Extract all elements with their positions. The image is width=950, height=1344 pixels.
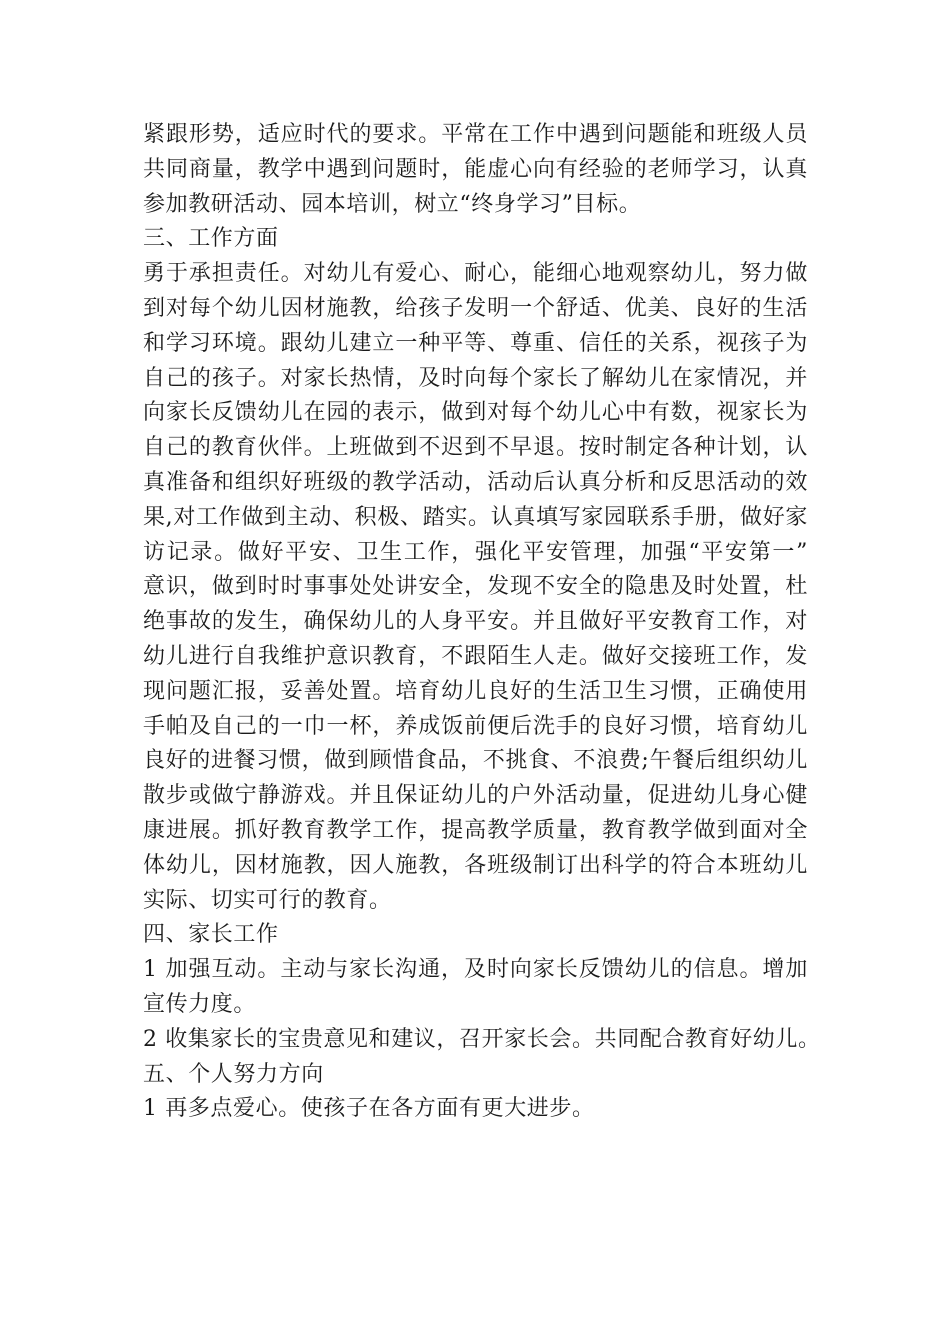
text-line-13: 访记录。做好平安、卫生工作，强化平安管理，加强“平安第一” <box>143 539 808 565</box>
text-line-5: 勇于承担责任。对幼儿有爱心、耐心，能细心地观察幼儿，努力做 <box>143 261 808 287</box>
text-line-2: 共同商量，教学中遇到问题时，能虚心向有经验的老师学习，认真 <box>143 156 808 182</box>
text-line-6: 到对每个幼儿因材施教，给孩子发明一个舒适、优美、良好的生活 <box>143 295 808 321</box>
text-line-14: 意识，做到时时事事处处讲安全，发现不安全的隐患及时处置，杜 <box>143 574 808 600</box>
text-line-12: 果,对工作做到主动、积极、踏实。认真填写家园联系手册，做好家 <box>143 504 808 530</box>
section-heading-personal: 五、个人努力方向 <box>143 1061 324 1087</box>
text-line-17: 现问题汇报，妥善处置。培育幼儿良好的生活卫生习惯，正确使用 <box>143 678 808 704</box>
text-line-11: 真准备和组织好班级的教学活动，活动后认真分析和反思活动的效 <box>143 469 808 495</box>
text-line-20: 散步或做宁静游戏。并且保证幼儿的户外活动量，促进幼儿身心健 <box>143 783 808 809</box>
text-line-21: 康进展。抓好教育教学工作，提高教学质量，教育教学做到面对全 <box>143 817 808 843</box>
text-line-3: 参加教研活动、园本培训，树立“终身学习”目标。 <box>143 191 642 217</box>
text-line-1: 紧跟形势，适应时代的要求。平常在工作中遇到问题能和班级人员 <box>143 122 808 147</box>
text-line-18: 手帕及自己的一巾一杯，养成饭前便后洗手的良好习惯，培育幼儿 <box>143 713 808 739</box>
text-line-9: 向家长反馈幼儿在园的表示，做到对每个幼儿心中有数，视家长为 <box>143 400 808 426</box>
text-line-23: 实际、切实可行的教育。 <box>143 887 392 913</box>
list-item-personal-1: 1 再多点爱心。使孩子在各方面有更大进步。 <box>143 1096 595 1122</box>
section-heading-parents: 四、家长工作 <box>143 922 279 948</box>
text-line-10: 自己的教育伙伴。上班做到不迟到不早退。按时制定各种计划，认 <box>143 435 808 461</box>
section-heading-work: 三、工作方面 <box>143 226 279 252</box>
text-line-7: 和学习环境。跟幼儿建立一种平等、尊重、信任的关系，视孩子为 <box>143 330 808 356</box>
document-page <box>143 118 821 1127</box>
text-line-22: 体幼儿，因材施教，因人施教，各班级制订出科学的符合本班幼儿 <box>143 852 808 878</box>
list-item-2: 2 收集家长的宝贵意见和建议，召开家长会。共同配合教育好幼儿。 <box>143 1026 821 1052</box>
text-line-19: 良好的进餐习惯，做到顾惜食品，不挑食、不浪费;午餐后组织幼儿 <box>143 748 808 774</box>
text-line-8: 自己的孩子。对家长热情，及时向每个家长了解幼儿在家情况，并 <box>143 365 808 391</box>
list-item-1-line-1: 1 加强互动。主动与家长沟通，及时向家长反馈幼儿的信息。增加 <box>143 957 808 983</box>
text-line-16: 幼儿进行自我维护意识教育，不跟陌生人走。做好交接班工作，发 <box>143 643 808 669</box>
text-line-15: 绝事故的发生，确保幼儿的人身平安。并且做好平安教育工作，对 <box>143 609 808 635</box>
list-item-1-line-2: 宣传力度。 <box>143 991 257 1017</box>
